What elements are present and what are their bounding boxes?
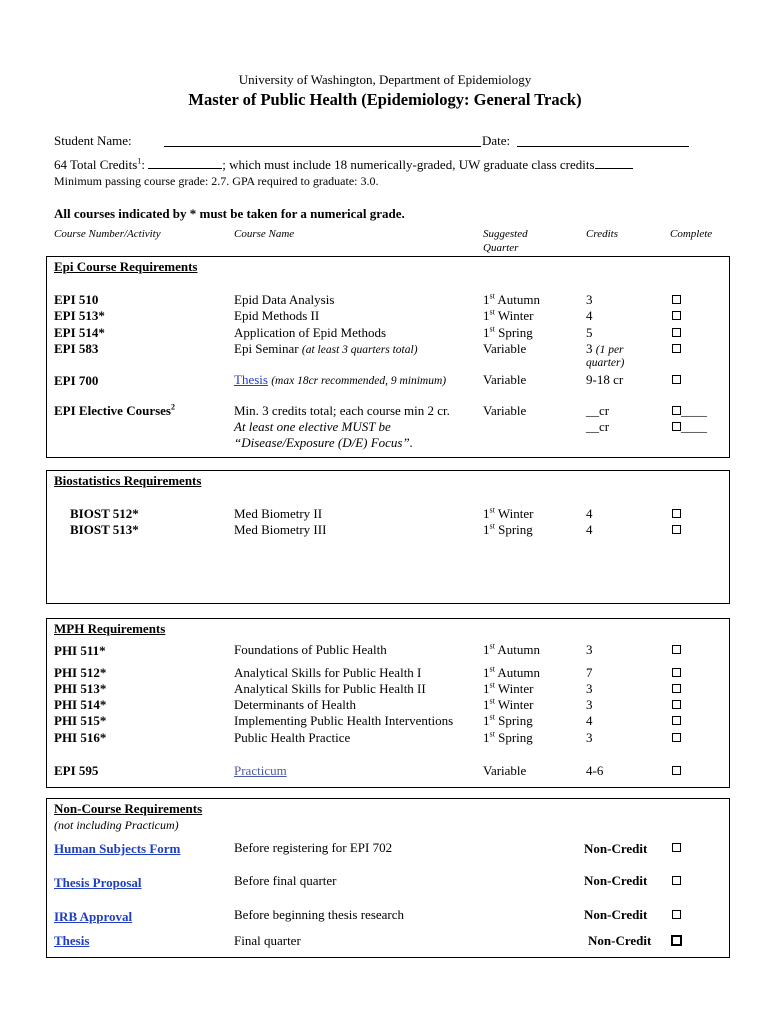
course-number: PHI 515*	[54, 713, 107, 728]
elective-description-2: At least one elective MUST be	[234, 419, 391, 434]
quarter-suffix: st	[489, 307, 495, 317]
course-credits: 4	[586, 522, 593, 537]
quarter-term: Spring	[494, 713, 533, 728]
complete-checkbox[interactable]	[672, 843, 681, 852]
requirement-item	[54, 933, 89, 949]
complete-checkbox[interactable]	[672, 344, 681, 353]
course-name: Public Health Practice	[234, 730, 351, 745]
course-credits: 4	[586, 506, 593, 521]
course-quarter: Variable	[483, 341, 527, 356]
course-name-text: Epi Seminar	[234, 341, 299, 356]
requirement-when: Final quarter	[234, 933, 301, 948]
col-credits: Credits	[586, 228, 618, 240]
quarter-suffix: st	[489, 712, 495, 722]
course-number: PHI 514*	[54, 697, 107, 712]
col-course-number: Course Number/Activity	[54, 228, 161, 240]
course-number: BIOST 512*	[70, 506, 139, 521]
course-quarter: Variable	[483, 403, 527, 418]
course-credits: 4-6	[586, 763, 604, 778]
course-quarter	[483, 665, 540, 681]
course-number: PHI 513*	[54, 681, 107, 696]
course-quarter	[483, 642, 540, 658]
credits-prefix: 64 Total Credits	[54, 157, 138, 172]
course-name: Implementing Public Health Interventions	[234, 713, 454, 728]
col-quarter-2: Quarter	[483, 242, 519, 254]
course-name: Application of Epid Methods	[234, 325, 387, 340]
course-quarter	[483, 506, 533, 522]
complete-checkbox[interactable]	[672, 328, 681, 337]
course-credits: 3	[586, 697, 593, 712]
quarter-suffix: st	[489, 696, 495, 706]
practicum-link[interactable]: Practicum	[234, 763, 287, 778]
course-name	[234, 372, 446, 388]
requirement-item	[54, 875, 142, 891]
complete-checkbox[interactable]	[672, 700, 681, 709]
quarter-term: Autumn	[494, 642, 540, 657]
course-credits	[586, 341, 624, 357]
course-credits: 5	[586, 325, 593, 340]
course-name	[234, 341, 418, 357]
elective-complete-2	[672, 419, 707, 435]
quarter-ordinal: 1	[483, 522, 490, 537]
col-complete: Complete	[670, 228, 713, 240]
quarter-ordinal: 1	[483, 308, 490, 323]
credits-note-cont: quarter)	[586, 357, 625, 369]
student-name-field[interactable]	[164, 146, 481, 147]
complete-checkbox[interactable]	[672, 766, 681, 775]
credits-value: 3	[586, 341, 593, 356]
total-credits-line: 64 Total Credits$^1$: ; which must include 18 numerically-graded, UW graduate class credits	[54, 157, 633, 173]
course-credits: 3	[586, 292, 593, 307]
elective-description-3: “Disease/Exposure (D/E) Focus”.	[234, 435, 413, 450]
course-number: EPI 595	[54, 763, 99, 778]
col-quarter-1: Suggested	[483, 228, 528, 240]
course-quarter	[483, 522, 533, 538]
quarter-term: Winter	[494, 308, 534, 323]
institution-name: University of Washington, Department of Epidemiology	[238, 72, 532, 87]
numerical-grade-note: All courses indicated by * must be taken for a numerical grade.	[54, 206, 405, 221]
quarter-suffix: st	[489, 505, 495, 515]
complete-checkbox[interactable]	[672, 525, 681, 534]
complete-checkbox[interactable]	[672, 406, 681, 415]
complete-checkbox[interactable]	[672, 716, 681, 725]
course-credits: 3	[586, 681, 593, 696]
credits-suffix: ; which must include 18 numerically-graded, UW graduate class credits	[222, 157, 595, 172]
elective-description: Min. 3 credits total; each course min 2 cr.	[234, 403, 450, 418]
quarter-term: Autumn	[494, 665, 540, 680]
quarter-ordinal: 1	[483, 292, 490, 307]
complete-checkbox[interactable]	[672, 375, 681, 384]
quarter-ordinal: 1	[483, 713, 490, 728]
quarter-ordinal: 1	[483, 697, 490, 712]
quarter-term: Autumn	[494, 292, 540, 307]
quarter-term: Winter	[494, 506, 534, 521]
quarter-suffix: st	[489, 291, 495, 301]
quarter-term: Spring	[494, 325, 533, 340]
complete-checkbox[interactable]	[672, 509, 681, 518]
quarter-suffix: st	[489, 521, 495, 531]
course-number: PHI 512*	[54, 665, 107, 680]
quarter-ordinal: 1	[483, 681, 490, 696]
page-title: Master of Public Health (Epidemiology: General Track)	[188, 90, 582, 109]
course-name: Foundations of Public Health	[234, 642, 387, 657]
course-credits: 4	[586, 713, 593, 728]
non-credit-label: Non-Credit	[584, 907, 648, 922]
elective-credits-2: __cr	[586, 419, 610, 434]
thesis-link[interactable]: Thesis	[234, 372, 268, 387]
quarter-suffix: st	[489, 641, 495, 651]
date-field[interactable]	[517, 146, 689, 147]
epi-heading: Epi Course Requirements	[54, 259, 198, 274]
quarter-ordinal: 1	[483, 730, 490, 745]
course-number: EPI 514*	[54, 325, 105, 340]
quarter-ordinal: 1	[483, 325, 490, 340]
non-credit-label: Non-Credit	[584, 841, 648, 856]
course-quarter	[483, 325, 533, 341]
course-number: PHI 516*	[54, 730, 107, 745]
complete-checkbox[interactable]	[672, 311, 681, 320]
complete-checkbox[interactable]	[672, 295, 681, 304]
complete-checkbox[interactable]	[672, 876, 681, 885]
quarter-ordinal: 1	[483, 506, 490, 521]
course-number: BIOST 513*	[70, 522, 139, 537]
course-number: EPI 513*	[54, 308, 105, 323]
quarter-suffix: st	[489, 664, 495, 674]
thesis-proposal-link[interactable]: Thesis Proposal	[54, 875, 142, 890]
biostat-section	[46, 470, 730, 604]
date-label: Date:	[482, 133, 511, 148]
course-number: PHI 511*	[54, 643, 106, 658]
quarter-suffix: st	[489, 680, 495, 690]
noncourse-heading: Non-Course Requirements	[54, 801, 203, 816]
biostat-heading: Biostatistics Requirements	[54, 473, 202, 488]
quarter-term: Winter	[494, 681, 534, 696]
credits-footnote: 1	[137, 156, 142, 166]
course-credits: 3	[586, 642, 593, 657]
course-name-note: (max 18cr recommended, 9 minimum)	[271, 375, 447, 387]
quarter-term: Winter	[494, 697, 534, 712]
course-quarter: Variable	[483, 763, 527, 778]
student-name-label: Student Name:	[54, 133, 132, 148]
quarter-ordinal: 1	[483, 642, 490, 657]
graded-credits-field[interactable]	[595, 158, 633, 169]
human-subjects-link[interactable]: Human Subjects Form	[54, 841, 181, 856]
complete-checkbox[interactable]	[672, 645, 681, 654]
complete-checkbox[interactable]	[672, 422, 681, 431]
course-name: Epid Methods II	[234, 308, 320, 323]
course-name: Med Biometry II	[234, 506, 323, 521]
non-credit-label: Non-Credit	[588, 933, 652, 948]
requirement-when: Before beginning thesis research	[234, 907, 405, 922]
course-credits: 3	[586, 730, 593, 745]
course-name: Epid Data Analysis	[234, 292, 335, 307]
complete-checkbox[interactable]	[672, 733, 681, 742]
course-quarter: Variable	[483, 372, 527, 387]
mph-heading: MPH Requirements	[54, 621, 166, 636]
total-credits-field[interactable]	[148, 158, 222, 169]
course-credits: 7	[586, 665, 593, 680]
course-quarter	[483, 697, 533, 713]
course-name: Determinants of Health	[234, 697, 357, 712]
quarter-ordinal: 1	[483, 665, 490, 680]
elective-blank[interactable]: ____	[681, 419, 707, 434]
col-course-name: Course Name	[234, 228, 295, 240]
course-name: Analytical Skills for Public Health II	[234, 681, 426, 696]
course-quarter	[483, 730, 533, 746]
complete-checkbox[interactable]	[672, 684, 681, 693]
noncourse-subheading: (not including Practicum)	[54, 818, 179, 832]
elective-blank[interactable]: ____	[681, 403, 707, 418]
course-number: EPI 700	[54, 373, 99, 388]
quarter-suffix: st	[489, 324, 495, 334]
elective-credits-1: __cr	[586, 403, 610, 418]
complete-checkbox[interactable]	[671, 935, 682, 946]
quarter-term: Spring	[494, 522, 533, 537]
mph-section	[46, 618, 730, 788]
complete-checkbox[interactable]	[672, 910, 681, 919]
requirement-when: Before registering for EPI 702	[234, 840, 393, 855]
thesis-final-link[interactable]: Thesis	[54, 933, 90, 948]
elective-footnote: 2	[170, 402, 175, 412]
quarter-term: Spring	[494, 730, 533, 745]
credits-note: (1 per	[595, 344, 624, 356]
course-credits: 9-18 cr	[586, 372, 624, 387]
requirement-item	[54, 841, 180, 857]
course-quarter	[483, 292, 540, 308]
complete-checkbox[interactable]	[672, 668, 681, 677]
course-quarter	[483, 713, 533, 729]
minimum-grade-note: Minimum passing course grade: 2.7. GPA required to graduate: 3.0.	[54, 174, 379, 188]
course-number: EPI 583	[54, 341, 99, 356]
non-credit-label: Non-Credit	[584, 873, 648, 888]
elective-complete-1	[672, 403, 707, 419]
course-quarter	[483, 308, 533, 324]
course-name	[234, 763, 287, 779]
requirement-item	[54, 909, 132, 925]
course-name: Med Biometry III	[234, 522, 327, 537]
course-credits: 4	[586, 308, 593, 323]
irb-approval-link[interactable]: IRB Approval	[54, 909, 133, 924]
quarter-suffix: st	[489, 729, 495, 739]
course-name: Analytical Skills for Public Health I	[234, 665, 422, 680]
elective-label: EPI Elective Courses	[54, 403, 171, 418]
requirement-when: Before final quarter	[234, 873, 337, 888]
course-number: EPI 510	[54, 292, 99, 307]
course-number	[54, 403, 175, 419]
course-quarter	[483, 681, 533, 697]
course-name-note: (at least 3 quarters total)	[301, 344, 418, 356]
